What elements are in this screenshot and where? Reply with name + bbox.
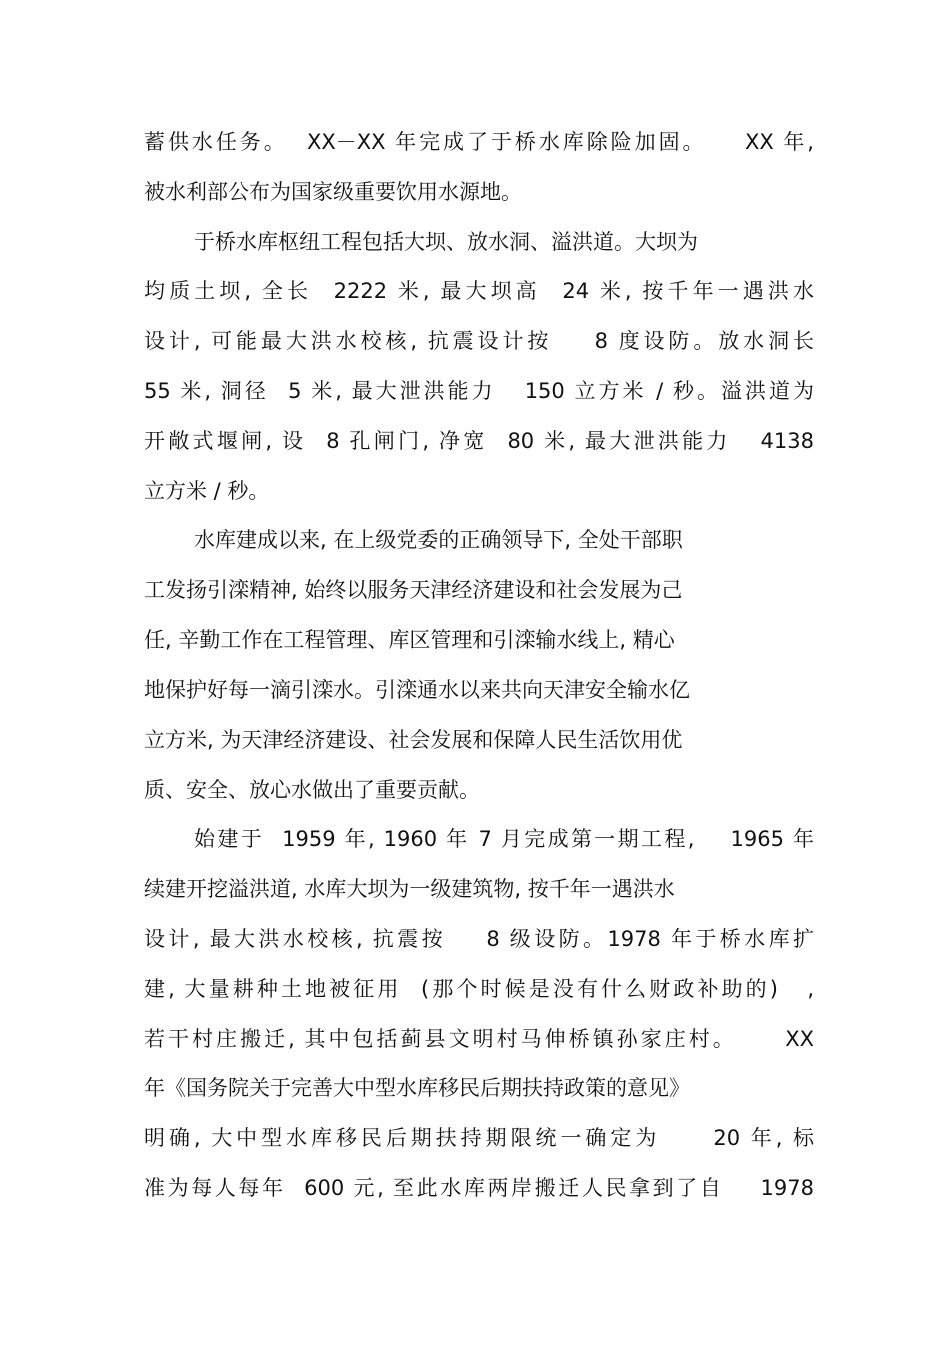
text-line: 设计, 可能最大洪水校核, 抗震设计按 8 度设防。放水洞长 xyxy=(144,329,814,353)
text-line: 地保护好每一滴引滦水。引滦通水以来共向天津安全输水亿 xyxy=(144,678,690,702)
text-line: 蓄供水任务。 XX－XX 年完成了于桥水库除险加固。 XX 年, xyxy=(144,130,814,154)
text-line: 质、安全、放心水做出了重要贡献。 xyxy=(144,778,480,802)
text-line: 设计, 最大洪水校核, 抗震按 8 级设防。1978 年于桥水库扩 xyxy=(144,927,814,951)
text-line: 均质土坝, 全长 2222 米, 最大坝高 24 米, 按千年一遇洪水 xyxy=(144,279,814,303)
text-line: 开敞式堰闸, 设 8 孔闸门, 净宽 80 米, 最大泄洪能力 4138 xyxy=(144,429,814,453)
text-line: 续建开挖溢洪道, 水库大坝为一级建筑物, 按千年一遇洪水 xyxy=(144,877,675,901)
paragraph-first-line: 于桥水库枢纽工程包括大坝、放水洞、溢洪道。大坝为 xyxy=(194,230,698,254)
paragraph-first-line: 始建于 1959 年, 1960 年 7 月完成第一期工程, 1965 年 xyxy=(194,827,814,851)
text-line: 工发扬引滦精神, 始终以服务天津经济建设和社会发展为己 xyxy=(144,578,683,602)
text-line: 年《国务院关于完善大中型水库移民后期扶持政策的意见》 xyxy=(144,1076,690,1100)
text-line: 准为每人每年 600 元, 至此水库两岸搬迁人民拿到了自 1978 xyxy=(144,1176,814,1200)
text-line: 若干村庄搬迁, 其中包括蓟县文明村马伸桥镇孙家庄村。 XX xyxy=(144,1027,814,1051)
paragraph-first-line: 水库建成以来, 在上级党委的正确领导下, 全处干部职 xyxy=(194,528,683,552)
text-line: 55 米, 洞径 5 米, 最大泄洪能力 150 立方米 / 秒。溢洪道为 xyxy=(144,379,814,403)
text-line: 立方米, 为天津经济建设、社会发展和保障人民生活饮用优 xyxy=(144,728,683,752)
text-line: 明确, 大中型水库移民后期扶持期限统一确定为 20 年, 标 xyxy=(144,1126,814,1150)
text-line: 立方米 / 秒。 xyxy=(144,479,270,503)
text-line: 被水利部公布为国家级重要饮用水源地。 xyxy=(144,180,522,204)
text-line: 建, 大量耕种土地被征用 (那个时候是没有什么财政补助的) , xyxy=(144,977,814,1001)
text-line: 任, 辛勤工作在工程管理、库区管理和引滦输水线上, 精心 xyxy=(144,628,675,652)
